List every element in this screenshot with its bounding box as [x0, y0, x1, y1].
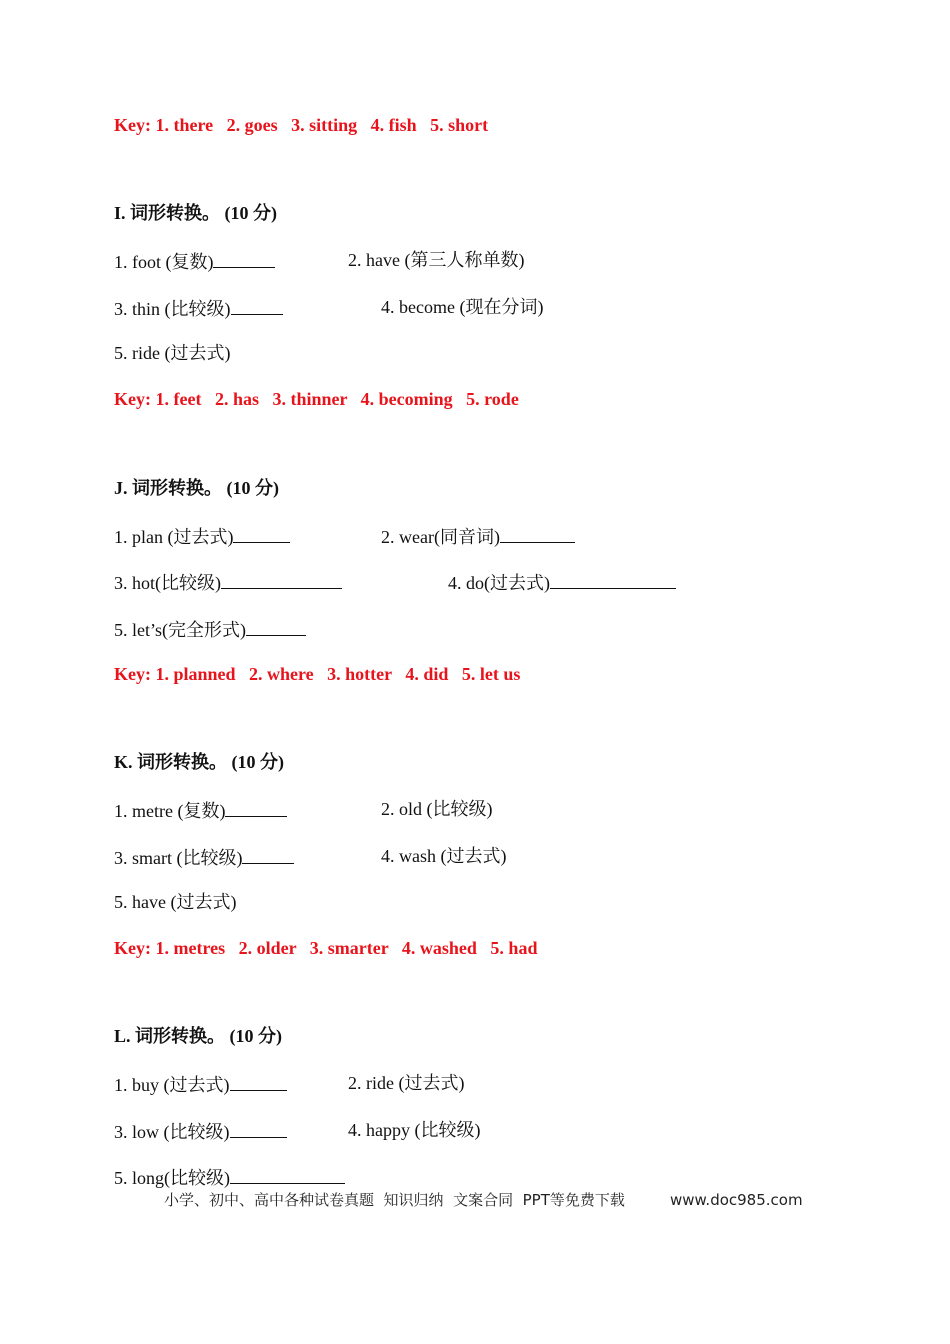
section-i-q1: 1. foot (复数) — [114, 249, 275, 273]
section-j-q3: 3. hot(比较级) — [114, 570, 342, 594]
section-i-q4: 4. become (现在分词) — [381, 297, 544, 317]
section-l-q4: 4. happy (比较级) — [348, 1120, 481, 1140]
section-l-q3: 3. low (比较级) — [114, 1119, 287, 1143]
answer-key-k: Key: 1. metres 2. older 3. smarter 4. washed 5. had — [114, 938, 538, 958]
answer-key-h: Key: 1. there 2. goes 3. sitting 4. fish 5. short — [114, 115, 489, 135]
footer-promo-text: 小学、初中、高中各种试卷真题 知识归纳 文案合同 PPT等免费下载 — [164, 1191, 625, 1209]
section-k-title: K. 词形转换。 (10 分) — [114, 752, 284, 772]
section-j-q4: 4. do(过去式) — [448, 570, 676, 594]
section-l-q2: 2. ride (过去式) — [348, 1073, 465, 1093]
section-i-title: I. 词形转换。 (10 分) — [114, 203, 277, 223]
section-k-q1: 1. metre (复数) — [114, 798, 287, 822]
section-j-q5: 5. let’s(完全形式) — [114, 617, 306, 641]
section-i-q3: 3. thin (比较级) — [114, 296, 283, 320]
answer-key-i: Key: 1. feet 2. has 3. thinner 4. becoming 5. rode — [114, 389, 519, 409]
section-l-q1: 1. buy (过去式) — [114, 1072, 287, 1096]
section-j-title: J. 词形转换。 (10 分) — [114, 478, 279, 498]
section-k-q5: 5. have (过去式) — [114, 892, 237, 912]
section-j-q1: 1. plan (过去式) — [114, 524, 290, 548]
section-j-q2: 2. wear(同音词) — [381, 524, 575, 548]
section-l-q5: 5. long(比较级) — [114, 1165, 345, 1189]
section-k-q4: 4. wash (过去式) — [381, 846, 507, 866]
section-k-q3: 3. smart (比较级) — [114, 845, 294, 869]
section-l-title: L. 词形转换。 (10 分) — [114, 1026, 282, 1046]
answer-key-j: Key: 1. planned 2. where 3. hotter 4. did 5. let us — [114, 664, 521, 684]
footer-website: www.doc985.com — [670, 1191, 803, 1209]
section-i-q5: 5. ride (过去式) — [114, 343, 231, 363]
section-i-q2: 2. have (第三人称单数) — [348, 250, 525, 270]
section-k-q2: 2. old (比较级) — [381, 799, 493, 819]
